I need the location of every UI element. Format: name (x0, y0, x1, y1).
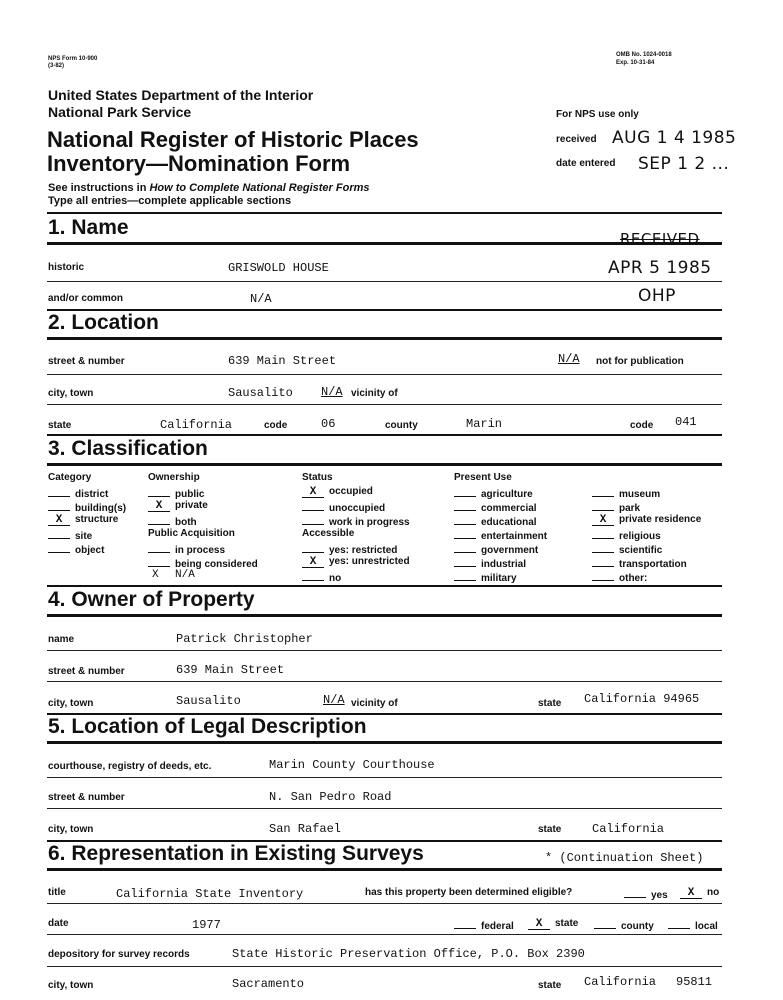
courthouse-value: Marin County Courthouse (269, 758, 435, 772)
form-title-line1: National Register of Historic Places (47, 127, 419, 152)
owner-state-value: California 94965 (584, 692, 700, 706)
nps-use-label: For NPS use only (556, 109, 639, 120)
checkbox[interactable] (302, 514, 324, 525)
option-label: object (75, 545, 105, 556)
not-for-publication-label: not for publication (596, 356, 684, 367)
checkbox[interactable] (454, 918, 476, 929)
legal-city-label: city, town (48, 824, 94, 835)
historic-line (47, 281, 722, 282)
acquisition-na-mark: X (152, 569, 159, 581)
survey-date-label: date (48, 918, 69, 929)
checkbox[interactable] (592, 556, 614, 567)
use-private-residence[interactable] (592, 514, 701, 526)
code-value: 06 (321, 417, 336, 431)
acquisition-being-considered[interactable] (148, 556, 258, 570)
owner-street-line (47, 681, 722, 682)
option-label: structure (75, 514, 119, 525)
checkbox[interactable] (454, 542, 476, 553)
option-label: private (175, 500, 208, 511)
legal-street-label: street & number (48, 792, 125, 803)
continuation-note: * (Continuation Sheet) (545, 851, 704, 865)
option-label: yes: restricted (329, 545, 398, 556)
option-label: commercial (481, 503, 537, 514)
historic-label: historic (48, 262, 85, 273)
checkbox[interactable] (302, 542, 324, 553)
section5-heading: 5. Location of Legal Description (48, 715, 367, 738)
use-commercial[interactable] (454, 500, 537, 514)
checkbox[interactable] (302, 570, 324, 581)
option-label: industrial (481, 559, 527, 570)
status-occupied[interactable] (302, 486, 373, 498)
date-entered-label: date entered (556, 158, 616, 169)
state-label: state (48, 420, 72, 431)
checkbox[interactable] (454, 570, 476, 581)
instructions-title: How to Complete National Register Forms (149, 182, 370, 194)
accessible-heading: Accessible (302, 528, 355, 539)
survey-city-value: Sacramento (232, 977, 305, 991)
vicinity-value: N/A (321, 385, 343, 399)
category-district[interactable] (48, 486, 108, 500)
option-label: in process (175, 545, 226, 556)
option-label: local (695, 921, 718, 932)
section1-top-rule (47, 212, 722, 214)
section1-heading: 1. Name (48, 216, 129, 239)
city-label: city, town (48, 388, 94, 399)
survey-state-label: state (538, 980, 562, 991)
checkbox[interactable] (624, 887, 646, 898)
survey-title-label: title (48, 887, 66, 898)
section2-heading: 2. Location (48, 311, 159, 334)
section4-heading-rule (47, 614, 722, 617)
checkbox[interactable] (592, 486, 614, 497)
option-label: military (481, 573, 517, 584)
checkbox[interactable] (592, 528, 614, 539)
section6-heading-rule (47, 868, 722, 871)
use-scientific[interactable] (592, 542, 662, 556)
option-label: other: (619, 573, 648, 584)
use-religious[interactable] (592, 528, 661, 542)
form-number: NPS Form 10-900 (48, 56, 98, 62)
checkbox[interactable] (454, 500, 476, 511)
survey-state-value: California (584, 975, 657, 989)
use-transportation[interactable] (592, 556, 687, 570)
section3-heading-rule (47, 463, 722, 466)
checkbox[interactable]: X (302, 487, 324, 498)
instructions-line2: Type all entries—complete applicable sections (48, 195, 292, 207)
owner-vicinity-label: vicinity of (351, 698, 398, 709)
option-label: museum (619, 489, 661, 500)
owner-name-line (47, 650, 722, 651)
checkbox[interactable]: X (592, 515, 614, 526)
option-label: building(s) (75, 503, 127, 514)
survey-date-value: 1977 (192, 918, 221, 932)
checkbox[interactable] (48, 542, 70, 553)
present-use-heading: Present Use (454, 472, 512, 483)
accessible-unrestricted[interactable] (302, 556, 410, 568)
survey-title-value: California State Inventory (116, 887, 304, 901)
checkbox[interactable]: X (528, 919, 550, 930)
eligible-no[interactable] (680, 887, 719, 899)
category-structure[interactable] (48, 514, 118, 526)
section4-top-rule (47, 585, 722, 587)
accessible-restricted[interactable] (302, 542, 397, 556)
ownership-both[interactable] (148, 514, 197, 528)
historic-value: GRISWOLD HOUSE (228, 261, 329, 275)
instructions-line1 (48, 182, 370, 194)
vicinity-label: vicinity of (351, 388, 398, 399)
checkbox[interactable] (148, 486, 170, 497)
eligible-question: has this property been determined eligible? (365, 887, 573, 898)
option-label: being considered (175, 559, 258, 570)
option-label: both (175, 517, 197, 528)
city-line (47, 404, 722, 405)
county-label: county (385, 420, 418, 431)
use-other[interactable] (592, 570, 647, 584)
option-label: agriculture (481, 489, 533, 500)
survey-zip-value: 95811 (676, 975, 713, 989)
survey-date-line (47, 934, 722, 935)
owner-vicinity-value: N/A (323, 693, 345, 707)
checkbox[interactable] (592, 542, 614, 553)
section3-heading: 3. Classification (48, 437, 208, 460)
checkbox[interactable] (454, 486, 476, 497)
section4-heading: 4. Owner of Property (48, 588, 255, 611)
option-label: scientific (619, 545, 663, 556)
section3-top-rule (47, 434, 722, 436)
checkbox[interactable] (454, 514, 476, 525)
checkbox[interactable] (594, 918, 616, 929)
date-entered-stamp: SEP 1 2 ... (638, 154, 730, 174)
option-label: work in progress (329, 517, 410, 528)
checkbox[interactable] (48, 528, 70, 539)
received-stamp-mark: RECEIVED (620, 230, 700, 248)
omb-number: OMB No. 1024-0018 (616, 52, 672, 58)
stamp-office: OHP (638, 286, 676, 306)
depository-value: State Historic Preservation Office, P.O. Box 2390 (232, 947, 585, 961)
checkbox[interactable] (592, 570, 614, 581)
code-label: code (264, 420, 288, 431)
survey-city-label: city, town (48, 980, 94, 991)
instructions-prefix: See instructions in (48, 182, 150, 194)
checkbox[interactable] (148, 556, 170, 567)
public-acquisition-heading: Public Acquisition (148, 528, 235, 539)
status-heading: Status (302, 472, 333, 483)
acquisition-in-process[interactable] (148, 542, 225, 556)
checkbox[interactable] (48, 500, 70, 511)
owner-city-label: city, town (48, 698, 94, 709)
option-label: no (329, 573, 342, 584)
owner-name-value: Patrick Christopher (176, 632, 313, 646)
checkbox[interactable] (454, 556, 476, 567)
legal-street-line (47, 808, 722, 809)
ownership-private[interactable] (148, 500, 208, 512)
use-industrial[interactable] (454, 556, 526, 570)
option-label: federal (481, 921, 514, 932)
street-line (47, 374, 722, 375)
option-label: yes (651, 890, 668, 901)
category-heading: Category (48, 472, 92, 483)
checkbox[interactable]: X (680, 888, 702, 899)
option-label: unoccupied (329, 503, 386, 514)
checkbox[interactable] (148, 542, 170, 553)
option-label: no (707, 887, 720, 898)
checkbox[interactable] (148, 514, 170, 525)
option-label: district (75, 489, 109, 500)
use-government[interactable] (454, 542, 538, 556)
owner-city-value: Sausalito (176, 694, 241, 708)
use-entertainment[interactable] (454, 528, 547, 542)
state-value: California (160, 418, 233, 432)
common-label: and/or common (48, 293, 124, 304)
courthouse-line (47, 777, 722, 778)
status-work-in-progress[interactable] (302, 514, 410, 528)
option-label: state (555, 918, 579, 929)
depository-line (47, 966, 722, 967)
expiration-date: Exp. 10-31-84 (616, 60, 655, 66)
checkbox[interactable] (668, 918, 690, 929)
accessible-no[interactable] (302, 570, 341, 584)
courthouse-label: courthouse, registry of deeds, etc. (48, 761, 212, 772)
use-park[interactable] (592, 500, 640, 514)
ownership-heading: Ownership (148, 472, 200, 483)
survey-county[interactable] (594, 918, 654, 932)
checkbox[interactable] (48, 486, 70, 497)
owner-name-label: name (48, 634, 75, 645)
form-title-line2: Inventory—Nomination Form (47, 151, 351, 176)
legal-state-value: California (592, 822, 665, 836)
category-object[interactable] (48, 542, 104, 556)
checkbox[interactable]: X (302, 557, 324, 568)
category-site[interactable] (48, 528, 92, 542)
option-label: site (75, 531, 93, 542)
street-value: 639 Main Street (228, 354, 337, 368)
legal-street-value: N. San Pedro Road (269, 790, 392, 804)
section6-heading: 6. Representation in Existing Surveys (48, 842, 424, 865)
survey-federal[interactable] (454, 918, 514, 932)
section2-heading-rule (47, 337, 722, 340)
survey-title-line (47, 903, 722, 904)
checkbox[interactable] (302, 500, 324, 511)
county-code-label: code (630, 420, 654, 431)
legal-city-value: San Rafael (269, 822, 342, 836)
legal-state-label: state (538, 824, 562, 835)
acquisition-na-value: N/A (175, 569, 195, 581)
owner-street-value: 639 Main Street (176, 663, 285, 677)
ownership-public[interactable] (148, 486, 204, 500)
section5-heading-rule (47, 741, 722, 744)
option-label: entertainment (481, 531, 548, 542)
category-buildings[interactable] (48, 500, 126, 514)
option-label: transportation (619, 559, 687, 570)
street-label: street & number (48, 356, 125, 367)
owner-street-label: street & number (48, 666, 125, 677)
survey-state[interactable] (528, 918, 578, 930)
service-name: National Park Service (48, 104, 192, 120)
county-value: Marin (466, 417, 503, 431)
option-label: public (175, 489, 205, 500)
survey-local[interactable] (668, 918, 718, 932)
option-label: county (621, 921, 654, 932)
department-name: United States Department of the Interior (48, 87, 314, 103)
depository-label: depository for survey records (48, 949, 190, 960)
owner-state-label: state (538, 698, 562, 709)
stamp-date: APR 5 1985 (608, 258, 712, 278)
received-stamp: AUG 1 4 1985 (612, 128, 737, 148)
common-value: N/A (250, 292, 272, 306)
not-for-publication-value: N/A (558, 352, 580, 366)
use-agriculture[interactable] (454, 486, 533, 500)
county-code-value: 041 (675, 415, 697, 429)
use-educational[interactable] (454, 514, 537, 528)
city-value: Sausalito (228, 386, 293, 400)
option-label: government (481, 545, 539, 556)
option-label: yes: unrestricted (329, 556, 410, 567)
use-museum[interactable] (592, 486, 660, 500)
option-label: educational (481, 517, 537, 528)
option-label: occupied (329, 486, 373, 497)
option-label: park (619, 503, 641, 514)
form-date: (3-82) (48, 63, 65, 69)
checkbox[interactable] (592, 500, 614, 511)
status-unoccupied[interactable] (302, 500, 385, 514)
checkbox[interactable]: X (48, 515, 70, 526)
option-label: religious (619, 531, 661, 542)
received-label: received (556, 134, 597, 145)
eligible-yes[interactable] (624, 887, 668, 901)
checkbox[interactable]: X (148, 501, 170, 512)
use-military[interactable] (454, 570, 517, 584)
option-label: private residence (619, 514, 702, 525)
checkbox[interactable] (454, 528, 476, 539)
